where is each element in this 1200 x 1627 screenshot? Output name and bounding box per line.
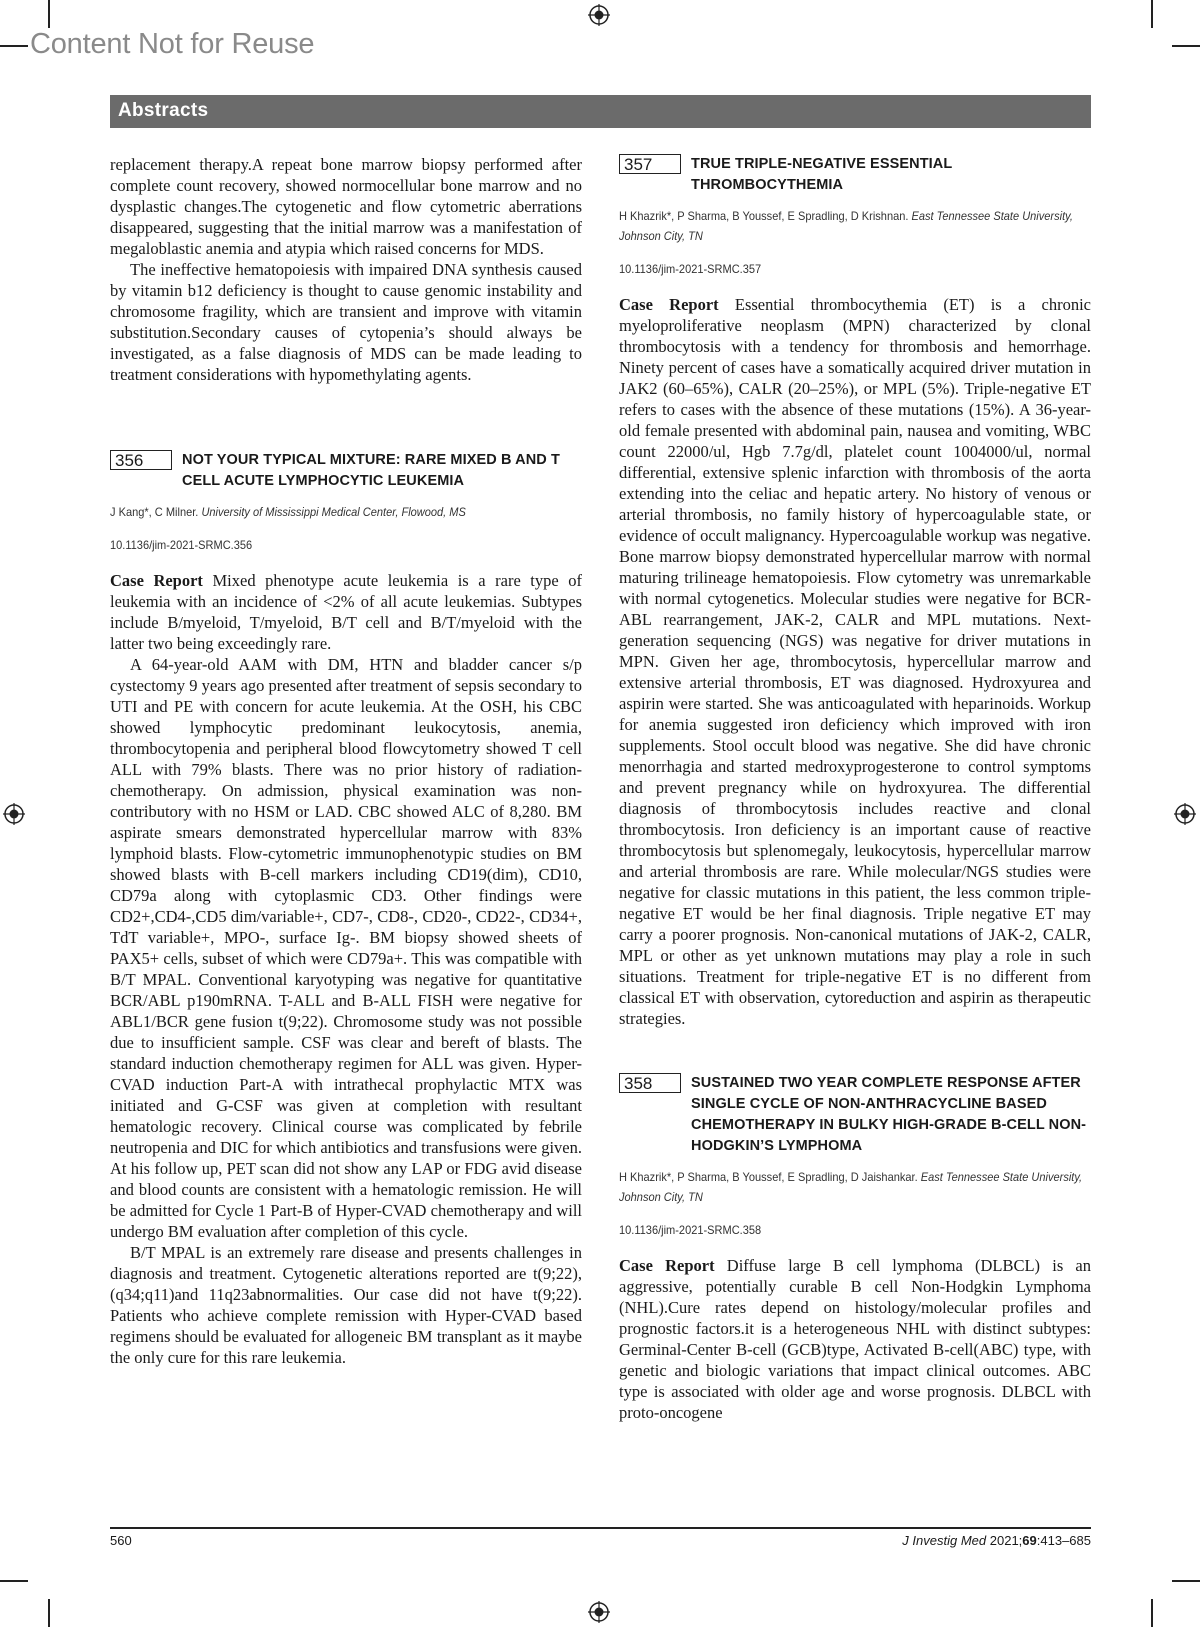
author-line [619, 1167, 1088, 1207]
abstract-title: SUSTAINED TWO YEAR COMPLETE RESPONSE AFTER SINGLE CYCLE OF NON-ANTHRACYCLINE BASED CHEMOTHERAPY IN BULKY HIGH-GRADE B-CELL NON-HODGKIN’S LYMPHOMA [691, 1075, 1087, 1154]
crop-mark [1151, 0, 1153, 28]
body-paragraph [619, 1255, 1091, 1423]
abstract-header [110, 450, 582, 492]
affiliation: University of Mississippi Medical Center, Flowood, MS [201, 505, 466, 519]
author-line [110, 502, 579, 522]
watermark: Content Not for Reuse [30, 28, 315, 60]
abstract-header [619, 154, 1091, 196]
section-banner [110, 95, 1091, 128]
abstract-title: TRUE TRIPLE-NEGATIVE ESSENTIAL THROMBOCYTHEMIA [691, 156, 953, 193]
crop-mark [1172, 1580, 1200, 1582]
left-column [110, 154, 582, 1368]
crop-mark [1172, 45, 1200, 47]
case-report-label: Case Report [110, 571, 203, 590]
body-paragraph: The ineffective hematopoiesis with impaired DNA synthesis caused by vitamin b12 deficiency is thought to cause genomic instability and chromosome fragility, which are transient and improve with vitamin substitution.Secondary causes of cytopenia’s should always be investigated, as a false diagnosis of MDS can be made leading to treatment considerations with hypomethylating agents. [110, 260, 582, 384]
journal-year: 2021; [989, 1533, 1023, 1548]
doi: 10.1136/jim-2021-SRMC.357 [619, 262, 762, 276]
registration-mark-icon [3, 803, 25, 825]
journal-pages: :413–685 [1036, 1533, 1091, 1548]
paragraph-text: Diffuse large B cell lymphoma (DLBCL) is an aggressive, potentially curable B cell Non-Hodgkin Lymphoma (NHL).Cure rates depend on histology/molecular profiles and prognostic factors.it is a heterogeneous NHL with distinct subtypes: Germinal-Center B-cell (GCB)type, Activated B-cell(ABC) type, with genetic and biologic variations that impact clinical outcomes. ABC type is associated with older age and worse prognosis. DLBCL with proto-oncogene [619, 1256, 1091, 1422]
abstract-title: NOT YOUR TYPICAL MIXTURE: RARE MIXED B AND T CELL ACUTE LYMPHOCYTIC LEUKEMIA [182, 452, 560, 489]
crop-mark [0, 1580, 28, 1582]
crop-mark [0, 45, 28, 47]
abstract-header [619, 1073, 1091, 1157]
body-paragraph: replacement therapy.A repeat bone marrow biopsy performed after complete count recovery, showed normocellular bone marrow and no dysplastic changes.The cytogenetic and flow cytometric aberrations disappeared, suggesting that the initial marrow was a manifestation of megaloblastic anemia and atypia which raised concerns for MDS. [110, 155, 582, 258]
footer-rule [110, 1527, 1091, 1529]
authors: H Khazrik*, P Sharma, B Youssef, E Spradling, D Krishnan. [619, 209, 909, 223]
authors: J Kang*, C Milner. [110, 505, 199, 519]
section-title: Abstracts [118, 100, 209, 121]
journal-volume: 69 [1022, 1533, 1037, 1548]
case-report-label: Case Report [619, 295, 719, 314]
affiliation: East Tennessee State University, Johnson City, TN [619, 209, 1073, 243]
abstract-number: 356 [110, 450, 172, 470]
body-paragraph: A 64-year-old AAM with DM, HTN and bladder cancer s/p cystectomy 9 years ago presented after treatment of sepsis secondary to UTI and PE with concern for acute leukemia. At the OSH, his CBC showed lymphocytic predominant leukocytosis, anemia, thrombocytopenia and peripheral blood flowcytometry showed T cell ALL with 79% blasts. There was no prior history of radiation-chemotherapy. On admission, physical examination was non-contributory with no HSM or LAD. CBC showed ALC of 8,280. BM aspirate smears demonstrated hypercellular marrow with 83% lymphoid blasts. Flow-cytometric immunophenotypic studies on BM showed blasts with B-cell markers including CD19(dim), CD10, CD79a along with cytoplasmic CD3. Other findings were CD2+,CD4-,CD5 dim/variable+, CD7-, CD8-, CD20-, CD22-, CD34+, TdT variable+, MPO-, surface Ig-. BM biopsy showed sheets of PAX5+ cells, subset of which were CD79a+. This was compatible with B/T MPAL. Conventional karyotyping was negative for quantitative BCR/ABL p190mRNA. T-ALL and B-ALL FISH were negative for ABL1/BCR gene fusion t(9;22). Chromosome study was not possible due to insufficient sample. CSF was clear and bereft of blasts. The standard induction chemotherapy regimen for ALL was given. Hyper-CVAD induction Part-A with intrathecal prophylactic MTX was initiated and G-CSF was given at completion with resultant hematologic recovery. Clinical course was complicated by febrile neutropenia and DIC for which antibiotics and transfusions were given. At his follow up, PET scan did not show any LAP or FDG avid disease and blood counts are consistent with a hematologic remission. He will be admitted for Cycle 1 Part-B of Hyper-CVAD chemotherapy and will undergo BM evaluation after completion of this cycle. [110, 655, 582, 1241]
page-number: 560 [110, 1533, 132, 1548]
right-column [619, 154, 1091, 1423]
journal-citation [902, 1533, 1091, 1548]
paragraph-text: Essential thrombocythemia (ET) is a chronic myeloproliferative neoplasm (MPN) characterized by clonal thrombocytosis with a tendency for thrombosis and hemorrhage. Ninety percent of cases have a somatically acquired driver mutation in JAK2 (60–65%), CALR (20–25%), or MPL (5%). Triple-negative ET refers to cases with the absence of these mutations (15%). A 36-year-old female presented with abdominal pain, nausea and vomiting, WBC count 22000/ul, Hgb 7.7g/dl, platelet count 1004000/ul, normal differential, extensive splenic infarction with thrombosis of the aorta extending into the celiac and hepatic artery. No history of venous or arterial thrombosis, no family history of hypercoagulable state, or evidence of occult malignancy. Hypercoagulable workup was negative. Bone marrow biopsy demonstrated hypercellular marrow with normal maturing trilineage hematopoiesis. Flow cytometry was unremarkable with normal cytogenetics. Molecular studies were negative for BCR-ABL rearrangement, JAK-2, CALR and MPL mutations. Next-generation sequencing (NGS) was negative for driver mutations in MPN. Given her age, thrombocytosis, hypercellular marrow and extensive arterial thrombosis, ET was diagnosed. Hydroxyurea and aspirin were started. She was anticoagulated with heparinoids. Workup for anemia suggested iron deficiency which improved with iron supplements. Stool occult blood was negative. She did have chronic menorrhagia and started medroxyprogesterone to control symptoms and prevent pregnancy while on hydroxyurea. The differential diagnosis of thrombocytosis includes reactive and clonal thrombocytosis. Iron deficiency is an important cause of reactive thrombocytosis but splenomegaly, leukocytosis, hypercellular marrow and arterial thrombosis are rare. While molecular/NGS studies were negative for classic mutations in this patient, the less common triple-negative ET would be her final diagnosis. Triple negative ET may carry a poorer prognosis. Non-canonical mutations of JAK-2, CALR, MPL or other as yet unknown mutations may play a role in such situations. Treatment for triple-negative ET is no different from classical ET with observation, cytoreduction and aspirin as therapeutic strategies. [619, 295, 1091, 1028]
paragraph-text: Mixed phenotype acute leukemia is a rare type of leukemia with an incidence of <2% of all acute leukemias. Subtypes include B/myeloid, T/myeloid, B/T cell and B/T/myeloid with the latter two being exceedingly rare. [110, 571, 582, 653]
abstract-number: 357 [619, 154, 681, 174]
crop-mark [48, 0, 50, 28]
affiliation: East Tennessee State University, Johnson City, TN [619, 1170, 1083, 1204]
crop-mark [1151, 1599, 1153, 1627]
registration-mark-icon [1174, 803, 1196, 825]
registration-mark-icon [588, 4, 610, 26]
doi: 10.1136/jim-2021-SRMC.358 [619, 1223, 762, 1237]
author-line [619, 206, 1088, 246]
authors: H Khazrik*, P Sharma, B Youssef, E Spradling, D Jaishankar. [619, 1170, 918, 1184]
registration-mark-icon [588, 1601, 610, 1623]
body-paragraph [619, 294, 1091, 1029]
doi: 10.1136/jim-2021-SRMC.356 [110, 538, 253, 552]
body-paragraph: B/T MPAL is an extremely rare disease and presents challenges in diagnosis and treatment. Cytogenetic alterations reported are t(9;22),(q34;q11)and 11q23abnormalities. Our case did not have t(9;22). Patients who achieve complete remission with Hyper-CVAD based regimens should be evaluated for allogeneic BM transplant as it maybe the only cure for this rare leukemia. [110, 1243, 582, 1367]
case-report-label: Case Report [619, 1256, 715, 1275]
crop-mark [48, 1599, 50, 1627]
journal-name: J Investig Med [902, 1533, 987, 1548]
abstract-number: 358 [619, 1073, 681, 1093]
body-paragraph [110, 570, 582, 654]
